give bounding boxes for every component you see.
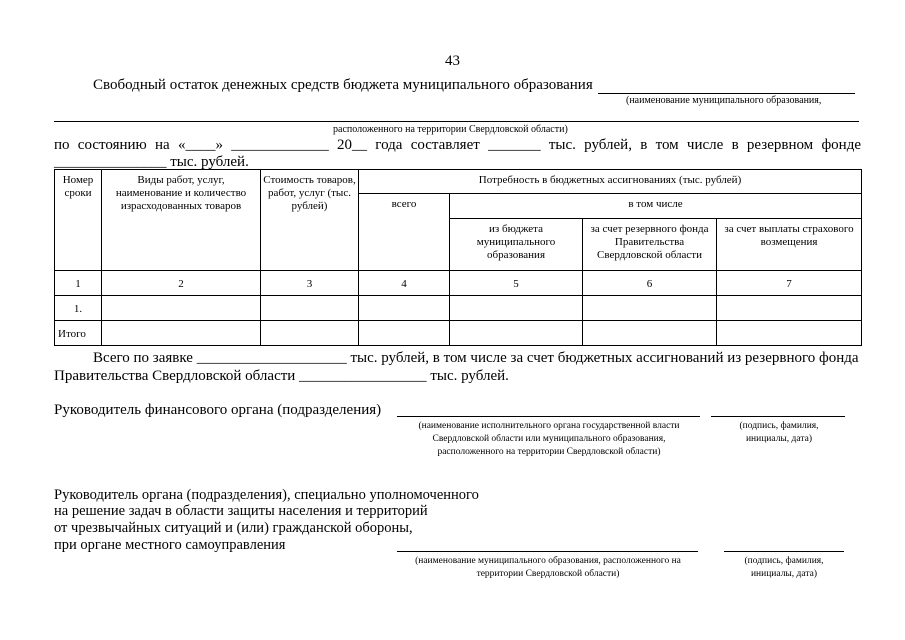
col-num-6: 6 [583,271,717,296]
muni-caption-2: расположенного на территории Свердловской области) [333,124,568,135]
state-line-1: по состоянию на «____» _____________ 20__ года составляет _______ тыс. рублей, в том числе в резервном фонде [54,137,861,153]
table-cell [583,321,717,346]
table-row-total [55,321,862,346]
col-num-4: 4 [359,271,450,296]
col-cost-header: Стоимость товаров, работ, услуг (тыс. рублей) [261,170,359,271]
col-works-header: Виды работ, услуг, наименование и количество израсходованных товаров [102,170,261,271]
finance-head-label: Руководитель финансового органа (подразделения) [54,402,382,418]
col-including-header: в том числе [450,194,862,219]
table-cell [717,296,862,321]
finance-sign-caption: (подпись, фамилия, инициалы, дата) [739,421,819,444]
emergency-sign-caption: (подпись, фамилия, инициалы, дата) [744,556,824,579]
muni-name-line-2 [54,121,859,122]
emergency-org-caption: (наименование муниципального образования, расположенного на территории Свердловской области) [415,556,681,579]
col-num-2: 2 [102,271,261,296]
emergency-sign-line [724,551,844,552]
emergency-head-label-4: при органе местного самоуправления [54,537,286,553]
table-cell [583,296,717,321]
col-total-header: всего [359,194,450,271]
state-line-2: _______________ тыс. рублей. [54,154,249,170]
row-1-label: 1. [55,296,102,321]
page-number: 43 [445,53,460,69]
col-num-5: 5 [450,271,583,296]
itogo-label: Итого [55,321,102,346]
summary-line-2: Правительства Свердловской области _________________ тыс. рублей. [54,368,509,384]
emergency-head-label-1: Руководитель органа (подразделения), специально уполномоченного [54,487,479,503]
col-reserve-fund-header: за счет резервного фонда Правительства Свердловской области [583,219,717,271]
col-insurance-header: за счет выплаты страхового возмещения [717,219,862,271]
emergency-head-label-3: от чрезвычайных ситуаций и (или) гражданской обороны, [54,520,413,536]
table-cell [261,321,359,346]
col-num-1: 1 [55,271,102,296]
table-row [55,296,862,321]
free-balance-title: Свободный остаток денежных средств бюджета муниципального образования [93,77,593,93]
col-num-3: 3 [261,271,359,296]
table-cell [102,321,261,346]
table-cell [717,321,862,346]
muni-name-line [598,93,855,94]
col-muni-budget-header: из бюджета муниципального образования [450,219,583,271]
finance-sign-line [711,416,845,417]
col-need-group-header: Потребность в бюджетных ассигнованиях (тыс. рублей) [359,170,862,194]
finance-org-caption: (наименование исполнительного органа государственной власти Свердловской области или муниципального образования, расположенного на территории Свердловской области) [418,421,680,457]
table-cell [450,296,583,321]
table-cell [450,321,583,346]
summary-line-1: Всего по заявке ____________________ тыс. рублей, в том числе за счет бюджетных ассигнований из резервного фонда [93,350,859,366]
table-cell [102,296,261,321]
emergency-org-line [397,551,698,552]
finance-org-line [397,416,700,417]
muni-caption-1: (наименование муниципального образования, [626,95,822,106]
budget-table [54,169,862,346]
col-number-header: Номер сроки [55,170,102,271]
table-cell [261,296,359,321]
col-num-7: 7 [717,271,862,296]
emergency-head-label-2: на решение задач в области защиты населения и территорий [54,503,428,519]
table-cell [359,296,450,321]
table-cell [359,321,450,346]
